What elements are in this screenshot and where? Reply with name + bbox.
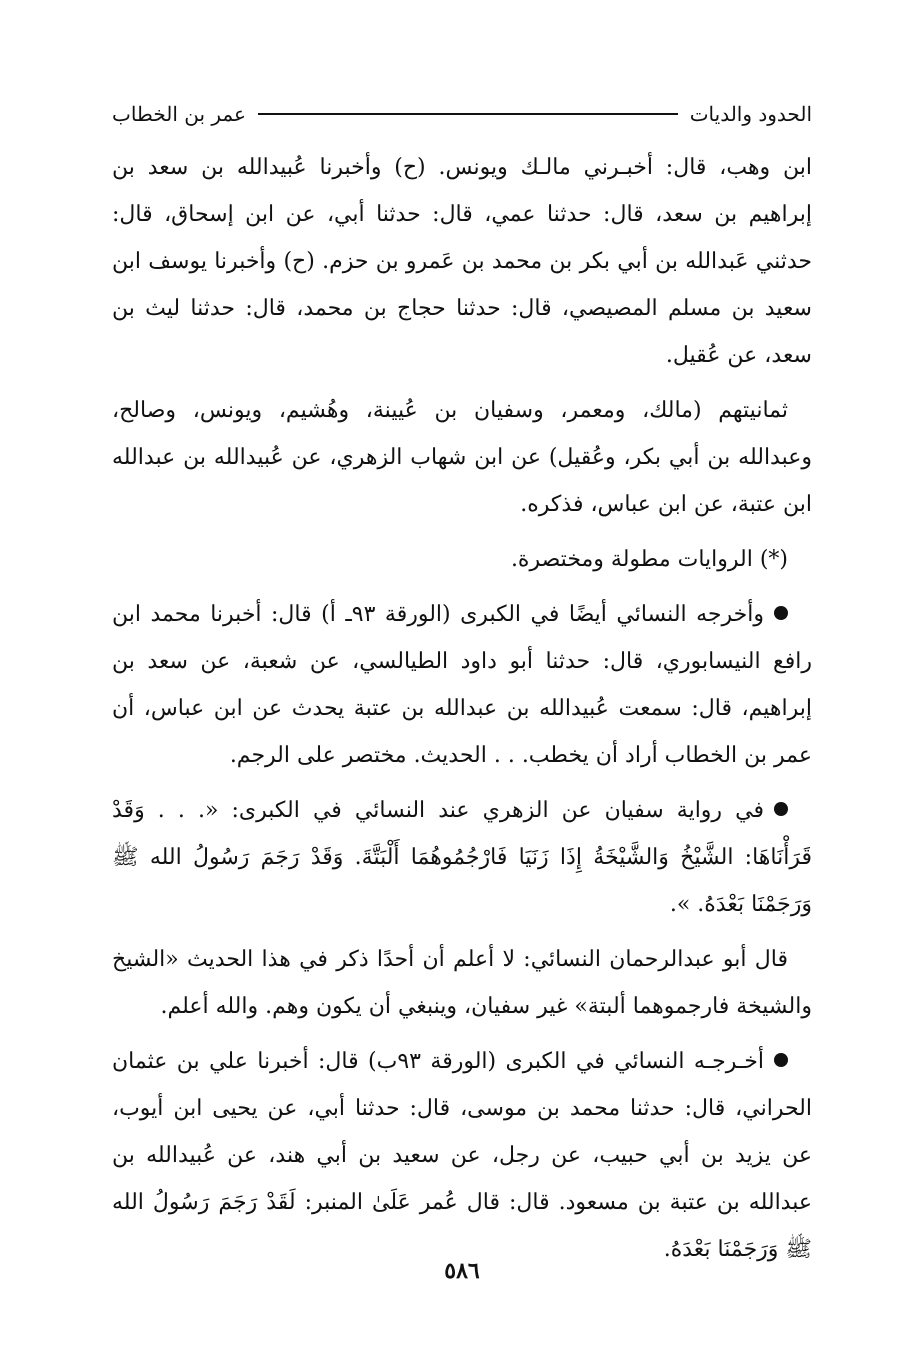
paragraph-text: ثمانيتهم (مالك، ومعمر، وسفيان بن عُيينة، وهُشيم، ويونس، وصالح، وعبدالله بن أبي بكر، وعُقيل) عن ابن شهاب الزهري، عن عُبيدالله بن عبدالله ابن عتبة، عن ابن عباس، فذكره. <box>112 398 812 517</box>
paragraph-sufyan-narration <box>112 787 812 928</box>
paragraph-text: في رواية سفيان عن الزهري عند النسائي في الكبرى: «. . . وَقَدْ قَرَأْنَاهَا: الشَّيْخُ وَالشَّيْخَةُ إِذَا زَنَيَا فَارْجُمُوهُمَا أَلْبَتَّةَ. وَقَدْ رَجَمَ رَسُولُ الله ﷺ وَرَجَمْنَا بَعْدَهُ. ». <box>112 798 812 917</box>
header-section-title: الحدود والديات <box>689 102 812 126</box>
paragraph-isnad-chains <box>112 144 812 379</box>
bullet-icon <box>774 606 788 620</box>
header-rule <box>258 113 678 115</box>
paragraph-text: وأخرجه النسائي أيضًا في الكبرى (الورقة ٩٣ـ أ) قال: أخبرنا محمد ابن رافع النيسابوري، قال: حدثنا أبو داود الطيالسي، عن شعبة، عن سعد بن إبراهيم، قال: سمعت عُبيدالله بن عبدالله بن عتبة يحدث عن ابن عباس، أن عمر بن الخطاب أراد أن يخطب. . . الحديث. مختصر على الرجم. <box>112 602 812 768</box>
paragraph-note <box>112 536 812 583</box>
bullet-icon <box>774 802 788 816</box>
running-header <box>112 96 812 132</box>
page-number: ٥٨٦ <box>444 1258 480 1284</box>
page-body <box>112 144 812 1273</box>
paragraph-text: أخـرجـه النسائي في الكبرى (الورقة ٩٣ب) قال: أخبرنا علي بن عثمان الحراني، قال: حدثنا محمد بن موسى، قال: حدثنا أبي، عن يحيى ابن أيوب، عن يزيد بن أبي حبيب، عن رجل، عن سعيد بن أبي هند، عن عُبيدالله بن عبدالله بن عتبة بن مسعود. قال: قال عُمر عَلَىٰ المنبر: لَقَدْ رَجَمَ رَسُولُ الله ﷺ وَرَجَمْنَا بَعْدَهُ. <box>112 1049 812 1262</box>
paragraph-nasai-kubra-93a <box>112 591 812 779</box>
paragraph-text: (*) الروايات مطولة ومختصرة. <box>510 547 788 572</box>
paragraph-nasai-kubra-93b <box>112 1038 812 1273</box>
bullet-icon <box>774 1053 788 1067</box>
paragraph-text: ابن وهب، قال: أخبـرني مالـك ويونس. (ح) وأخبرنا عُبيدالله بن سعد بن إبراهيم بن سعد، قال: حدثنا عمي، قال: حدثنا أبي، عن ابن إسحاق، قال: حدثني عَبدالله بن أبي بكر بن محمد بن عَمرو بن حزم. (ح) وأخبرنا يوسف ابن سعيد بن مسلم المصيصي، قال: حدثنا حجاج بن محمد، قال: حدثنا ليث بن سعد، عن عُقيل. <box>112 155 812 368</box>
paragraph-text: قال أبو عبدالرحمان النسائي: لا أعلم أن أحدًا ذكر في هذا الحديث «الشيخ والشيخة فارجموهما ألبتة» غير سفيان، وينبغي أن يكون وهم. والله أعلم. <box>112 947 812 1019</box>
paragraph-nasai-comment <box>112 936 812 1030</box>
paragraph-eight-narrators <box>112 387 812 528</box>
header-chapter-title: عمر بن الخطاب <box>112 102 246 126</box>
